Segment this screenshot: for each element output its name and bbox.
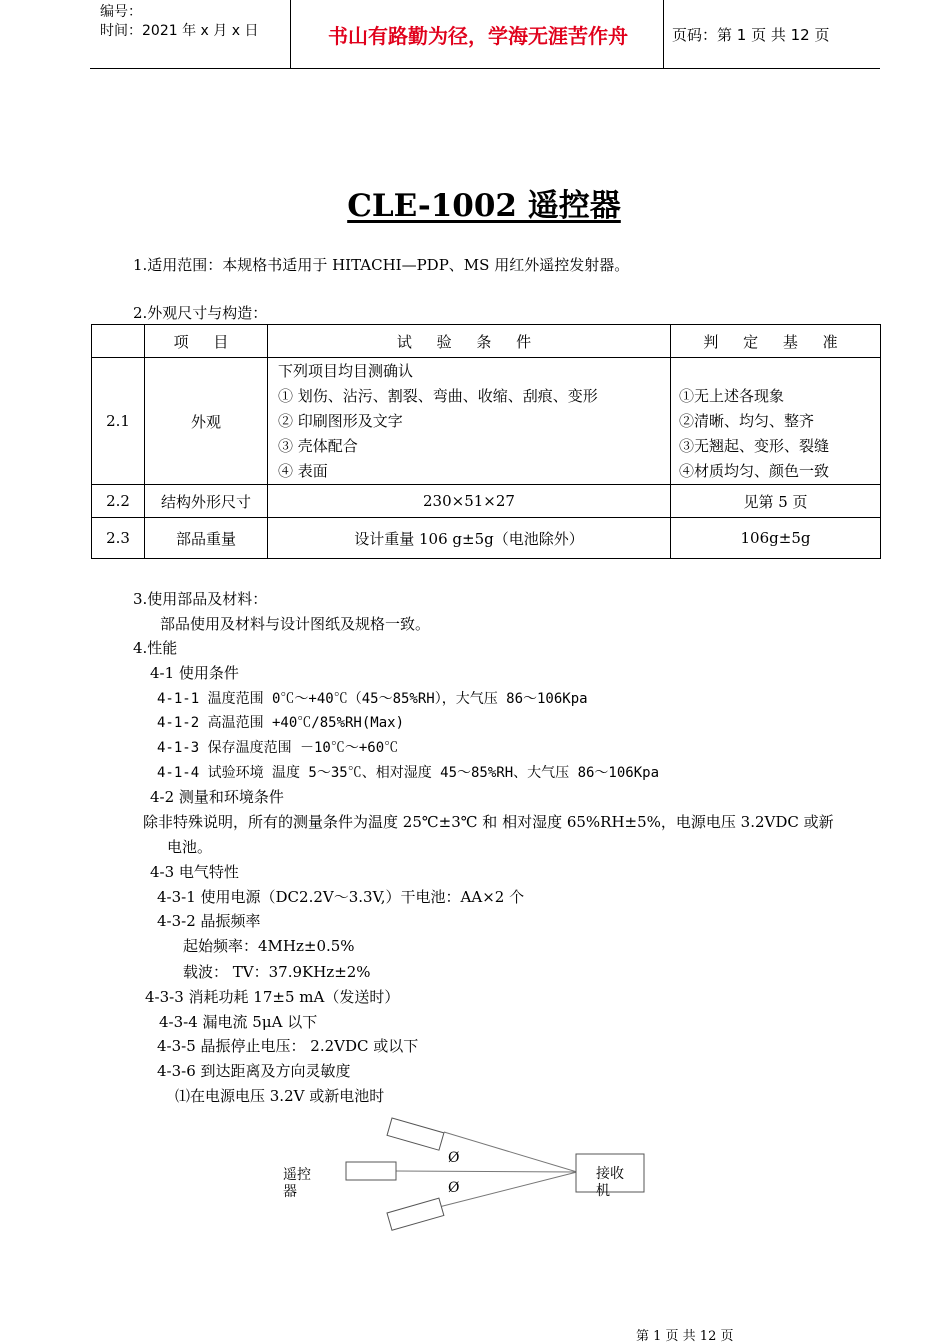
item-4-3-1: 4-3-1 使用电源（DC2.2V～3.3V,）干电池：AA×2 个: [157, 888, 525, 906]
item-4-1-4: 4-1-4 试验环境 温度 5～35℃、相对湿度 45～85%RH、大气压 86～106Kpa: [157, 765, 660, 781]
criteria-line: ②清晰、均匀、整齐: [679, 412, 815, 430]
condition-line: ④ 表面: [278, 462, 328, 480]
condition-line: ② 印刷图形及文字: [278, 412, 403, 430]
row-criteria: 106g±5g: [671, 518, 881, 559]
item-4-3-4: 4-3-4 漏电流 5μA 以下: [159, 1013, 318, 1031]
header-motto: 书山有路勤为径，学海无涯苦作舟: [328, 24, 628, 48]
criteria-line: ③无翘起、变形、裂缝: [679, 437, 830, 455]
remote-lower-box: [387, 1198, 444, 1230]
section-1-scope: 1.适用范围：本规格书适用于 HITACHI—PDP、MS 用红外遥控发射器。: [133, 256, 630, 274]
number-label: 编号：: [100, 4, 142, 20]
row-number: 2.3: [92, 518, 145, 559]
item-4-1-3: 4-1-3 保存温度范围 －10℃～+60℃: [157, 740, 399, 756]
time-label: 时间：2021 年 x 月 x 日: [100, 23, 259, 39]
receiver-label: 接收 机: [596, 1166, 624, 1199]
table-header-cell: 判 定 基 准: [671, 325, 881, 358]
remote-label: 遥控 器: [283, 1167, 311, 1200]
table-header-cell: 试 验 条 件: [268, 325, 671, 358]
section-3-heading: 3.使用部品及材料：: [133, 590, 268, 608]
condition-line: 下列项目均目测确认: [278, 362, 414, 380]
row-number: 2.1: [92, 358, 145, 485]
section-2-heading: 2.外观尺寸与构造：: [133, 304, 268, 322]
beam-line-lower: [439, 1172, 577, 1207]
row-number: 2.2: [92, 485, 145, 518]
row-item: 外观: [145, 358, 268, 485]
section-4-heading: 4.性能: [133, 639, 178, 657]
item-4-3-2: 4-3-2 晶振频率: [157, 912, 261, 930]
remote-center-box: [346, 1162, 396, 1180]
subsection-4-2: 4-2 测量和环境条件: [150, 788, 284, 806]
row-criteria: 见第 5 页: [671, 485, 881, 518]
row-item: 结构外形尺寸: [145, 485, 268, 518]
item-4-3-3: 4-3-3 消耗功耗 17±5 mA（发送时）: [145, 988, 400, 1006]
criteria-line: ④材质均匀、颜色一致: [679, 462, 830, 480]
item-4-3-6-condition: ⑴在电源电压 3.2V 或新电池时: [175, 1087, 385, 1105]
header-page-number: 页码：第 1 页 共 12 页: [672, 26, 830, 44]
beam-line-upper: [444, 1132, 577, 1172]
table-header-cell: 项 目: [145, 325, 268, 358]
item-4-3-5: 4-3-5 晶振停止电压： 2.2VDC 或以下: [157, 1037, 419, 1055]
subsection-4-1: 4-1 使用条件: [150, 664, 239, 682]
condition-line: ① 划伤、沾污、割裂、弯曲、收缩、刮痕、变形: [278, 387, 598, 405]
angle-symbol-lower: Ø: [448, 1180, 460, 1196]
remote-upper-box: [387, 1118, 444, 1150]
section-3-text: 部品使用及材料与设计图纸及规格一致。: [160, 615, 431, 633]
document-title: CLE-1002 遥控器: [347, 188, 621, 224]
angle-symbol-upper: Ø: [448, 1150, 460, 1166]
row-condition: 设计重量 106 g±5g（电池除外）: [268, 518, 671, 559]
item-4-3-2-start-freq: 起始频率：4MHz±0.5%: [183, 937, 355, 955]
item-4-1-1: 4-1-1 温度范围 0℃～+40℃（45～85%RH），大气压 86～106Kpa: [157, 691, 588, 707]
item-4-3-2-carrier: 载波： TV：37.9KHz±2%: [183, 963, 371, 981]
row-condition: 230×51×27: [268, 485, 671, 518]
subsection-4-3: 4-3 电气特性: [150, 863, 239, 881]
beam-line-center: [396, 1171, 577, 1172]
row-item: 部品重量: [145, 518, 268, 559]
criteria-line: ①无上述各现象: [679, 387, 785, 405]
condition-line: ③ 壳体配合: [278, 437, 358, 455]
section-4-2-text: 除非特殊说明，所有的测量条件为温度 25℃±3℃ 和 相对湿度 65%RH±5%，电源电压 3.2VDC 或新: [143, 813, 834, 831]
item-4-3-6: 4-3-6 到达距离及方向灵敏度: [157, 1062, 351, 1080]
section-4-2-text: 电池。: [167, 838, 213, 856]
page-footer: 第 1 页 共 12 页: [636, 1329, 734, 1344]
item-4-1-2: 4-1-2 高温范围 +40℃/85%RH(Max): [157, 715, 405, 731]
